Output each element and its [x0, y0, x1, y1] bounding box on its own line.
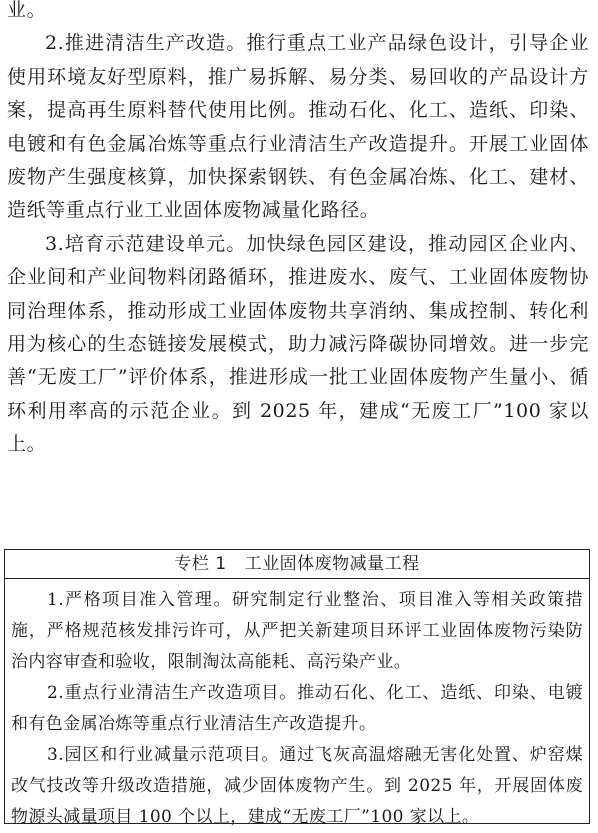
- box-item: 2.重点行业清洁生产改造项目。推动石化、化工、造纸、印染、电镀和有色金属冶炼等重点行业清洁生产改造提升。: [11, 683, 583, 734]
- box-item: 1.严格项目准入管理。研究制定行业整治、项目准入等相关政策措施，严格规范核发排污许可，从严把关新建项目环评工业固体废物污染防治内容审查和验收，限制淘汰高能耗、高污染产业。: [11, 590, 583, 672]
- body-text: [7, 0, 589, 462]
- paragraph-heading: 2.推进清洁生产改造。: [45, 32, 247, 55]
- box-body: [5, 579, 589, 833]
- box-label: 专栏 1: [174, 554, 227, 574]
- paragraph-fragment: 业。: [7, 0, 47, 21]
- special-column-box: [4, 549, 590, 827]
- paragraph-text: 推行重点工业产品绿色设计，引导企业使用环境友好型原料，推广易拆解、易分类、易回收的产品设计方案，提高再生原料替代使用比例。推动石化、化工、造纸、印染、电镀和有色金属冶炼等重点行业清洁生产改造提升。开展工业固体废物产生强度核算，加快探索钢铁、有色金属冶炼、化工、建材、造纸等重点行业工业固体废物减量化路径。: [7, 32, 590, 222]
- box-item: 3.园区和行业减量示范项目。通过飞灰高温熔融无害化处置、炉窑煤改气技改等升级改造措施，减少固体废物产生。到 2025 年，开展固体废物源头减量项目 100 个以上，建成“无废工厂”100 家以上。: [11, 745, 583, 827]
- paragraph-demonstration-units: [7, 228, 589, 462]
- paragraph-text: 加快绿色园区建设，推动园区企业内、企业间和产业间物料闭路循环，推进废水、废气、工业固体废物协同治理体系，推动形成工业固体废物共享消纳、集成控制、转化利用为核心的生态链接发展模式，助力减污降碳协同增效。进一步完善“无废工厂”评价体系，推进形成一批工业固体废物产生量小、循环利用率高的示范企业。到 2025 年，建成“无废工厂”100 家以上。: [7, 232, 590, 456]
- box-title-row: [5, 550, 589, 579]
- paragraph-heading: 3.培育示范建设单元。: [45, 232, 247, 255]
- paragraph-clean-production: [7, 27, 589, 227]
- box-title: 工业固体废物减量工程: [244, 554, 420, 574]
